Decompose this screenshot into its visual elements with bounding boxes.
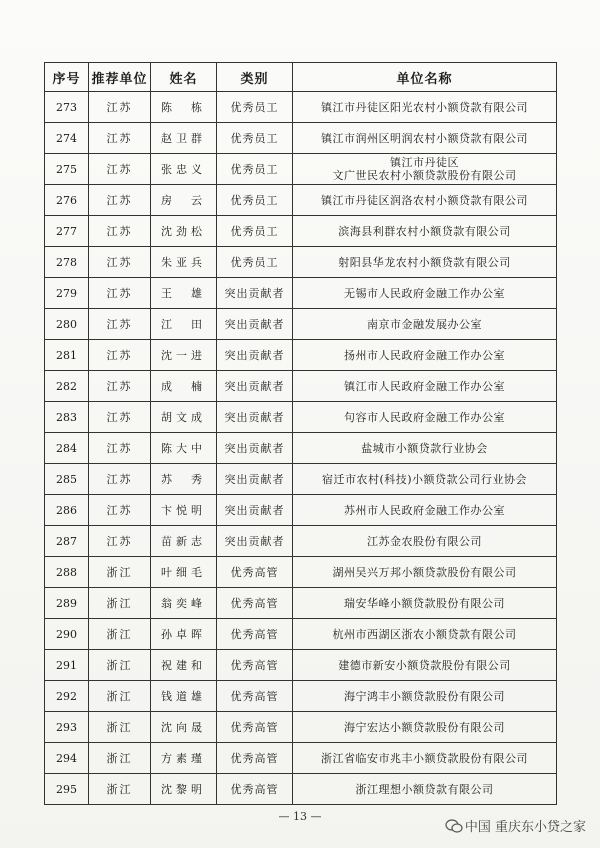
name-cell: 苗新志 bbox=[151, 526, 217, 557]
serial-cell: 274 bbox=[45, 123, 89, 154]
name-cell: 陈大中 bbox=[151, 433, 217, 464]
serial-cell: 284 bbox=[45, 433, 89, 464]
name-cell: 卞悦明 bbox=[151, 495, 217, 526]
recommending-unit-cell: 浙江 bbox=[89, 588, 151, 619]
table-row bbox=[45, 123, 557, 154]
organization-cell: 江苏金农股份有限公司 bbox=[293, 526, 557, 557]
table-row bbox=[45, 774, 557, 805]
organization-cell: 镇江市丹徒区阳光农村小额贷款有限公司 bbox=[293, 92, 557, 123]
table-row bbox=[45, 216, 557, 247]
name-cell: 苏 秀 bbox=[151, 464, 217, 495]
table-row bbox=[45, 557, 557, 588]
header-recommending-unit: 推荐单位 bbox=[89, 63, 151, 92]
recommending-unit-cell: 江苏 bbox=[89, 92, 151, 123]
organization-cell: 浙江省临安市兆丰小额贷款股份有限公司 bbox=[293, 743, 557, 774]
serial-cell: 287 bbox=[45, 526, 89, 557]
recommending-unit-cell: 浙江 bbox=[89, 743, 151, 774]
serial-cell: 277 bbox=[45, 216, 89, 247]
recommending-unit-cell: 江苏 bbox=[89, 464, 151, 495]
recommending-unit-cell: 江苏 bbox=[89, 185, 151, 216]
organization-cell: 建德市新安小额贷款股份有限公司 bbox=[293, 650, 557, 681]
category-cell: 优秀员工 bbox=[217, 247, 293, 278]
organization-cell: 扬州市人民政府金融工作办公室 bbox=[293, 340, 557, 371]
serial-cell: 285 bbox=[45, 464, 89, 495]
watermark-text: 中国 重庆东小贷之家 bbox=[464, 820, 586, 835]
recommending-unit-cell: 江苏 bbox=[89, 123, 151, 154]
table-row bbox=[45, 743, 557, 774]
name-cell: 沈一进 bbox=[151, 340, 217, 371]
serial-cell: 294 bbox=[45, 743, 89, 774]
header-organization: 单位名称 bbox=[293, 63, 557, 92]
category-cell: 优秀高管 bbox=[217, 774, 293, 805]
organization-cell: 无锡市人民政府金融工作办公室 bbox=[293, 278, 557, 309]
recommending-unit-cell: 浙江 bbox=[89, 681, 151, 712]
table-row bbox=[45, 712, 557, 743]
table-row bbox=[45, 402, 557, 433]
category-cell: 突出贡献者 bbox=[217, 526, 293, 557]
table-header-row bbox=[45, 63, 557, 92]
organization-cell: 苏州市人民政府金融工作办公室 bbox=[293, 495, 557, 526]
category-cell: 优秀高管 bbox=[217, 588, 293, 619]
serial-cell: 281 bbox=[45, 340, 89, 371]
recommending-unit-cell: 江苏 bbox=[89, 247, 151, 278]
serial-cell: 280 bbox=[45, 309, 89, 340]
table-row bbox=[45, 526, 557, 557]
category-cell: 优秀员工 bbox=[217, 154, 293, 185]
serial-cell: 288 bbox=[45, 557, 89, 588]
table-row bbox=[45, 371, 557, 402]
recommending-unit-cell: 江苏 bbox=[89, 278, 151, 309]
organization-cell: 瑞安华峰小额贷款股份有限公司 bbox=[293, 588, 557, 619]
category-cell: 优秀高管 bbox=[217, 619, 293, 650]
table-row bbox=[45, 340, 557, 371]
name-cell: 赵卫群 bbox=[151, 123, 217, 154]
serial-cell: 282 bbox=[45, 371, 89, 402]
recommending-unit-cell: 江苏 bbox=[89, 371, 151, 402]
table-row bbox=[45, 278, 557, 309]
name-cell: 祝建和 bbox=[151, 650, 217, 681]
name-cell: 沈劲松 bbox=[151, 216, 217, 247]
serial-cell: 289 bbox=[45, 588, 89, 619]
serial-cell: 279 bbox=[45, 278, 89, 309]
category-cell: 突出贡献者 bbox=[217, 495, 293, 526]
category-cell: 优秀员工 bbox=[217, 216, 293, 247]
category-cell: 优秀高管 bbox=[217, 743, 293, 774]
serial-cell: 292 bbox=[45, 681, 89, 712]
recommending-unit-cell: 江苏 bbox=[89, 216, 151, 247]
name-cell: 房 云 bbox=[151, 185, 217, 216]
category-cell: 优秀员工 bbox=[217, 123, 293, 154]
table-row bbox=[45, 433, 557, 464]
awardee-table bbox=[44, 62, 557, 805]
category-cell: 突出贡献者 bbox=[217, 340, 293, 371]
name-cell: 成 楠 bbox=[151, 371, 217, 402]
table-row bbox=[45, 92, 557, 123]
organization-cell: 镇江市润州区明润农村小额贷款有限公司 bbox=[293, 123, 557, 154]
recommending-unit-cell: 江苏 bbox=[89, 340, 151, 371]
name-cell: 叶细毛 bbox=[151, 557, 217, 588]
recommending-unit-cell: 浙江 bbox=[89, 650, 151, 681]
table-row bbox=[45, 495, 557, 526]
organization-cell: 杭州市西湖区浙农小额贷款有限公司 bbox=[293, 619, 557, 650]
name-cell: 张忠义 bbox=[151, 154, 217, 185]
serial-cell: 275 bbox=[45, 154, 89, 185]
recommending-unit-cell: 江苏 bbox=[89, 402, 151, 433]
table-row bbox=[45, 588, 557, 619]
name-cell: 孙卓晖 bbox=[151, 619, 217, 650]
table-row bbox=[45, 681, 557, 712]
recommending-unit-cell: 浙江 bbox=[89, 712, 151, 743]
serial-cell: 290 bbox=[45, 619, 89, 650]
category-cell: 突出贡献者 bbox=[217, 371, 293, 402]
organization-cell: 射阳县华龙农村小额贷款有限公司 bbox=[293, 247, 557, 278]
table-row bbox=[45, 309, 557, 340]
name-cell: 江 田 bbox=[151, 309, 217, 340]
serial-cell: 276 bbox=[45, 185, 89, 216]
header-serial: 序号 bbox=[45, 63, 89, 92]
recommending-unit-cell: 浙江 bbox=[89, 557, 151, 588]
organization-cell: 镇江市丹徒区润洛农村小额贷款有限公司 bbox=[293, 185, 557, 216]
category-cell: 优秀员工 bbox=[217, 92, 293, 123]
table-row bbox=[45, 154, 557, 185]
category-cell: 优秀高管 bbox=[217, 650, 293, 681]
category-cell: 突出贡献者 bbox=[217, 433, 293, 464]
name-cell: 陈 栋 bbox=[151, 92, 217, 123]
category-cell: 优秀高管 bbox=[217, 557, 293, 588]
organization-cell: 海宁鸿丰小额贷款股份有限公司 bbox=[293, 681, 557, 712]
table-row bbox=[45, 619, 557, 650]
organization-cell: 镇江市丹徒区 文广世民农村小额贷款股份有限公司 bbox=[293, 154, 557, 185]
serial-cell: 295 bbox=[45, 774, 89, 805]
organization-cell: 宿迁市农村(科技)小额贷款公司行业协会 bbox=[293, 464, 557, 495]
name-cell: 沈黎明 bbox=[151, 774, 217, 805]
recommending-unit-cell: 浙江 bbox=[89, 774, 151, 805]
serial-cell: 286 bbox=[45, 495, 89, 526]
wechat-icon bbox=[445, 819, 463, 833]
recommending-unit-cell: 江苏 bbox=[89, 309, 151, 340]
serial-cell: 283 bbox=[45, 402, 89, 433]
recommending-unit-cell: 江苏 bbox=[89, 154, 151, 185]
name-cell: 王 雄 bbox=[151, 278, 217, 309]
table-row bbox=[45, 185, 557, 216]
name-cell: 钱道雄 bbox=[151, 681, 217, 712]
organization-cell: 湖州吴兴万邦小额贷款股份有限公司 bbox=[293, 557, 557, 588]
organization-cell: 滨海县利群农村小额贷款有限公司 bbox=[293, 216, 557, 247]
serial-cell: 293 bbox=[45, 712, 89, 743]
recommending-unit-cell: 江苏 bbox=[89, 495, 151, 526]
category-cell: 优秀员工 bbox=[217, 185, 293, 216]
organization-cell: 镇江市人民政府金融工作办公室 bbox=[293, 371, 557, 402]
category-cell: 优秀高管 bbox=[217, 712, 293, 743]
organization-cell: 句容市人民政府金融工作办公室 bbox=[293, 402, 557, 433]
name-cell: 方素瑾 bbox=[151, 743, 217, 774]
recommending-unit-cell: 浙江 bbox=[89, 619, 151, 650]
serial-cell: 291 bbox=[45, 650, 89, 681]
watermark bbox=[445, 816, 586, 835]
table-row bbox=[45, 247, 557, 278]
organization-cell: 浙江理想小额贷款有限公司 bbox=[293, 774, 557, 805]
organization-cell: 南京市金融发展办公室 bbox=[293, 309, 557, 340]
category-cell: 突出贡献者 bbox=[217, 278, 293, 309]
table-row bbox=[45, 650, 557, 681]
recommending-unit-cell: 江苏 bbox=[89, 526, 151, 557]
page-number: — 13 — bbox=[278, 810, 322, 823]
recommending-unit-cell: 江苏 bbox=[89, 433, 151, 464]
header-category: 类别 bbox=[217, 63, 293, 92]
name-cell: 翁奕峰 bbox=[151, 588, 217, 619]
serial-cell: 273 bbox=[45, 92, 89, 123]
category-cell: 突出贡献者 bbox=[217, 309, 293, 340]
category-cell: 突出贡献者 bbox=[217, 464, 293, 495]
table-row bbox=[45, 464, 557, 495]
name-cell: 沈向晟 bbox=[151, 712, 217, 743]
serial-cell: 278 bbox=[45, 247, 89, 278]
name-cell: 朱亚兵 bbox=[151, 247, 217, 278]
name-cell: 胡文成 bbox=[151, 402, 217, 433]
category-cell: 突出贡献者 bbox=[217, 402, 293, 433]
organization-cell: 海宁宏达小额贷款股份有限公司 bbox=[293, 712, 557, 743]
category-cell: 优秀高管 bbox=[217, 681, 293, 712]
header-name: 姓名 bbox=[151, 63, 217, 92]
organization-cell: 盐城市小额贷款行业协会 bbox=[293, 433, 557, 464]
